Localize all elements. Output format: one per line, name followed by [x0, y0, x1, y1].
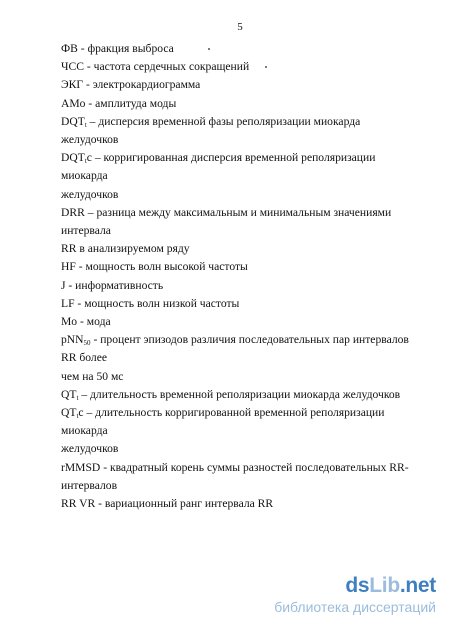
abbreviation-term-text: rMMSD: [61, 460, 101, 474]
abbreviation-subscript: 50: [83, 339, 91, 348]
abbreviation-term: [61, 333, 91, 346]
watermark-logo-prefix: ds: [345, 574, 370, 597]
abbreviation-subscript: t: [76, 412, 79, 421]
abbreviation-entry: [61, 204, 413, 259]
abbreviation-entry: [61, 113, 413, 149]
abbreviation-definition: - амплитуда моды: [85, 96, 177, 110]
abbreviation-term: [61, 115, 87, 128]
page-number: 5: [237, 21, 243, 33]
abbreviation-definition: – корригированная дисперсия временной реполяризации миокарда: [61, 151, 376, 183]
abbreviation-term-text: DRR: [61, 205, 85, 219]
abbreviation-entry: [61, 386, 413, 404]
abbreviation-term: [61, 406, 84, 419]
abbreviation-term-text: DQT: [61, 151, 85, 165]
abbreviation-entry: [61, 295, 413, 313]
abbreviation-term-text: QT: [61, 387, 77, 401]
abbreviation-term: [61, 151, 92, 164]
abbreviation-entry: [61, 58, 413, 76]
abbreviation-term-text: J: [61, 278, 66, 292]
abbreviation-term: [61, 60, 84, 73]
watermark-subtitle: библиотека диссертаций: [274, 599, 436, 615]
abbreviation-definition: - мощность волн низкой частоты: [74, 296, 240, 310]
abbreviation-definition: - электрокардиограмма: [83, 78, 201, 92]
abbreviation-subscript: t: [84, 157, 87, 166]
abbreviation-definition: – длительность временной реполяризации миокарда желудочков: [78, 387, 401, 401]
abbreviation-term: [61, 78, 83, 91]
abbreviation-term-text: ЭКГ: [61, 78, 84, 92]
abbreviation-entry: [61, 95, 413, 113]
watermark-logo: [274, 574, 436, 598]
abbreviation-definition-continued: чем на 50 мс: [61, 369, 124, 383]
abbreviation-entry: [61, 149, 413, 204]
watermark-logo-suffix: .net: [399, 574, 436, 597]
abbreviation-definition: - вариационный ранг интервала RR: [95, 497, 274, 511]
abbreviation-term: [61, 297, 75, 310]
abbreviation-definition: – длительность корригированной временной реполяризации миокарда: [61, 406, 385, 438]
abbreviation-definition-continued: интервалов: [61, 478, 118, 492]
abbreviation-definition: – дисперсия временной фазы реполяризации миокарда желудочков: [61, 114, 361, 147]
abbreviation-definition: - фракция выброса: [77, 42, 174, 55]
abbreviation-term-text: pNN: [61, 333, 84, 347]
abbreviation-definition: – разница между максимальным и минимальным значениями интервала: [61, 205, 392, 238]
abbreviation-term-text: Mo: [61, 315, 78, 329]
abbreviation-term: [61, 97, 85, 110]
abbreviation-term-text: HF: [61, 260, 76, 274]
abbreviation-definition-continued: желудочков: [61, 187, 119, 201]
abbreviation-term-text: ЧСС: [61, 60, 85, 74]
abbreviation-entry: [61, 313, 413, 331]
abbreviation-definition-continued: желудочков: [61, 442, 119, 456]
abbreviation-term: [61, 206, 85, 219]
abbreviation-subscript: t: [84, 120, 87, 129]
abbreviation-entry: [61, 258, 413, 276]
abbreviation-term-text: LF: [61, 296, 75, 310]
abbreviation-entry: [61, 404, 413, 459]
abbreviation-term-text: AMo: [61, 96, 86, 110]
abbreviation-term: [61, 497, 95, 510]
abbreviation-term-text: RR VR: [61, 497, 96, 511]
abbreviation-term-text: ФВ: [61, 42, 78, 55]
abbreviation-term: [61, 388, 78, 401]
abbreviation-suffix: c: [86, 151, 92, 165]
watermark-logo-lib: Lib: [369, 574, 400, 597]
abbreviation-term: [61, 315, 77, 328]
abbreviation-definition-continued: RR в анализируемом ряду: [61, 242, 190, 256]
abbreviation-definition: - мощность волн высокой частоты: [75, 260, 248, 274]
abbreviation-entry: [61, 459, 413, 495]
abbreviation-subscript: t: [76, 393, 79, 402]
abbreviation-definition: - процент эпизодов различия последовательных пар интервалов RR более: [61, 333, 409, 365]
abbreviation-term: [61, 260, 76, 273]
abbreviation-list: [61, 40, 413, 513]
abbreviation-term: [61, 42, 78, 55]
abbreviation-suffix: c: [78, 406, 84, 420]
abbreviation-entry: [61, 76, 413, 94]
abbreviation-entry: [61, 331, 413, 386]
abbreviation-term-text: DQT: [61, 114, 85, 128]
abbreviation-entry: [61, 277, 413, 295]
abbreviation-entry: [61, 40, 413, 58]
abbreviation-definition: - мода: [77, 315, 111, 329]
abbreviation-entry: [61, 495, 413, 513]
watermark: [274, 574, 436, 615]
abbreviation-definition: - информативность: [65, 278, 164, 292]
abbreviation-definition: - частота сердечных сокращений: [84, 60, 250, 74]
abbreviation-term: [61, 461, 100, 474]
abbreviation-definition: - квадратный корень суммы разностей последовательных RR-: [100, 460, 409, 474]
abbreviation-term-text: QT: [61, 406, 77, 420]
